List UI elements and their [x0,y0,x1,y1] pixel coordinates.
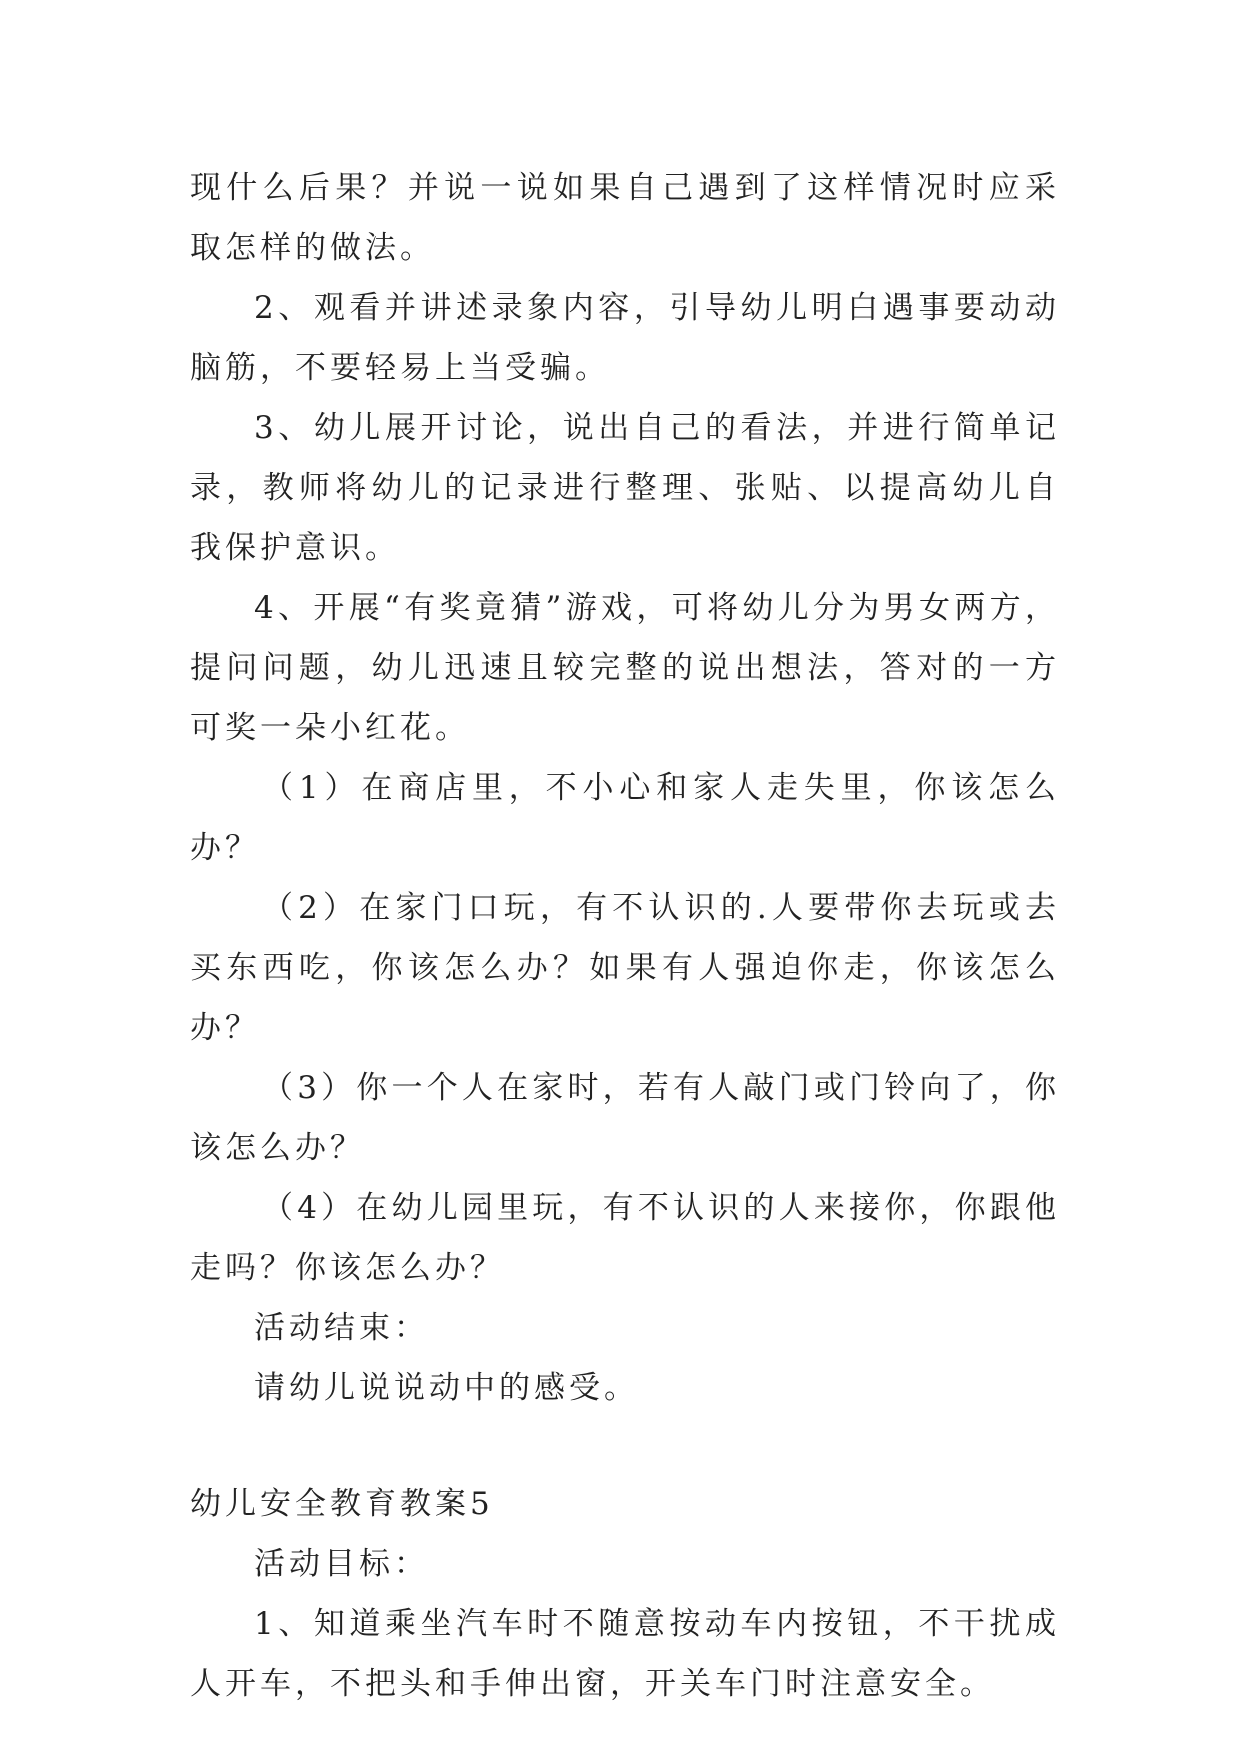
question-1: （1）在商店里，不小心和家人走失里，你该怎么办？ [190,770,1060,866]
document-body [190,158,1060,1714]
activity-end-heading: 活动结束： [254,1310,429,1346]
question-3: （3）你一个人在家时，若有人敲门或门铃向了，你该怎么办？ [190,1070,1060,1166]
activity-goal-heading: 活动目标： [254,1546,429,1582]
question-2: （2）在家门口玩，有不认识的.人要带你去玩或去买东西吃，你该怎么办？如果有人强迫你走，你该怎么办？ [190,890,1060,1046]
question-4: （4）在幼儿园里玩，有不认识的人来接你，你跟他走吗？你该怎么办？ [190,1190,1060,1286]
paragraph-step-3: 3、幼儿展开讨论，说出自己的看法，并进行简单记录，教师将幼儿的记录进行整理、张贴、以提高幼儿自我保护意识。 [190,410,1060,566]
activity-goal-1: 1、知道乘坐汽车时不随意按动车内按钮，不干扰成人开车，不把头和手伸出窗，开关车门时注意安全。 [190,1606,1060,1702]
paragraph-step-2: 2、观看并讲述录象内容，引导幼儿明白遇事要动动脑筋，不要轻易上当受骗。 [190,290,1060,386]
section-title: 幼儿安全教育教案5 [190,1486,494,1522]
activity-end-text: 请幼儿说说动中的感受。 [254,1370,639,1406]
paragraph-continuation: 现什么后果？并说一说如果自己遇到了这样情况时应采取怎样的做法。 [190,170,1060,266]
paragraph-step-4: 4、开展“有奖竟猜”游戏，可将幼儿分为男女两方，提问问题，幼儿迅速且较完整的说出想法，答对的一方可奖一朵小红花。 [190,590,1060,746]
